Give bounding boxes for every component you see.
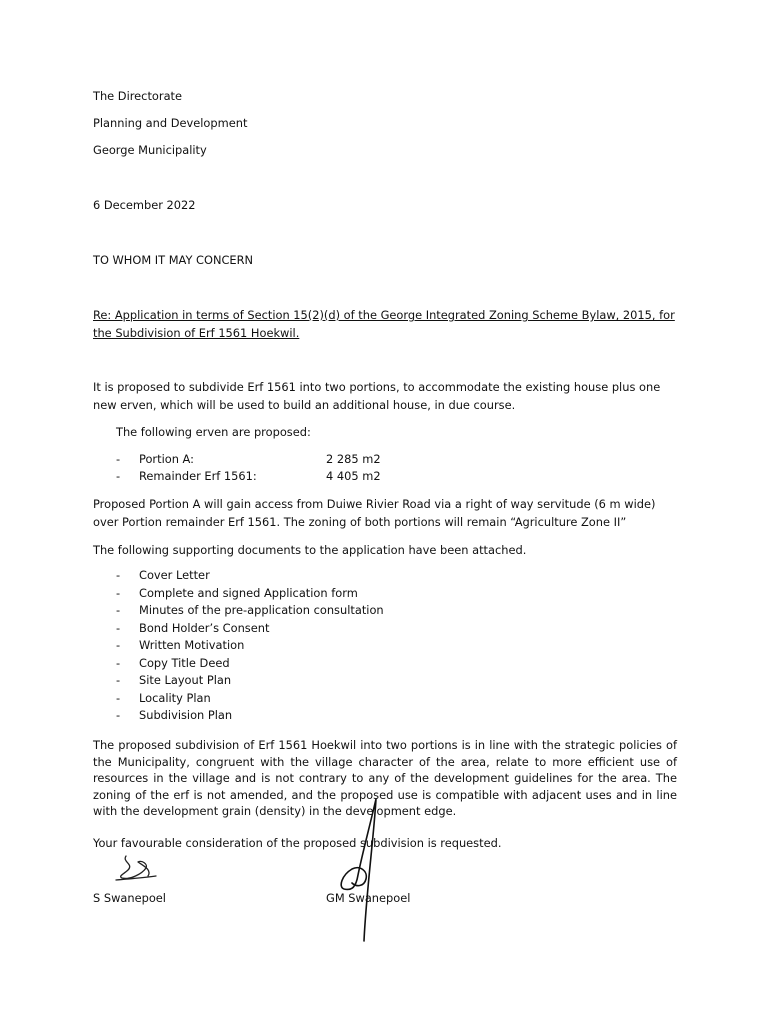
signature-gm-swanepoel [330,795,400,945]
documents-heading: The following supporting documents to the application have been attached. [93,543,527,557]
letter-date: 6 December 2022 [93,198,196,212]
signature-s-swanepoel [112,852,162,884]
erf-area: 2 285 m2 [326,452,381,466]
list-dash: - [116,621,121,635]
list-dash: - [116,568,121,582]
erf-area: 4 405 m2 [326,469,381,483]
signatory-name: GM Swanepoel [326,891,411,905]
list-dash: - [116,673,121,687]
signatory-name: S Swanepoel [93,891,166,905]
subject-line-2: the Subdivision of Erf 1561 Hoekwil. [93,326,300,340]
list-dash: - [116,603,121,617]
closing-line: Your favourable consideration of the proposed subdivision is requested. [93,836,502,850]
list-item: Site Layout Plan [139,673,232,687]
salutation: TO WHOM IT MAY CONCERN [93,253,254,267]
erf-name: Portion A: [139,452,194,466]
policy-paragraph: The proposed subdivision of Erf 1561 Hoekwil into two portions is in line with the strategic policies of the Municipality, congruent with the village character of the area, relate to more efficient use of resources in the village and is not contrary to any of the development guidelines for the area. The zoning of the erf is not amended, and the proposed use is compatible with adjacent uses and in line with the development grain (density) in the development edge. [93,738,677,818]
recipient-line-1: The Directorate [93,89,183,103]
subject-line-1: Re: Application in terms of Section 15(2)(d) of the George Integrated Zoning Scheme Bylaw, 2015, for [93,308,675,322]
recipient-line-2: Planning and Development [93,116,248,130]
list-item: Minutes of the pre-application consultation [139,603,384,617]
list-dash: - [116,586,121,600]
list-dash: - [116,691,121,705]
list-dash: - [116,656,121,670]
intro-paragraph: It is proposed to subdivide Erf 1561 into two portions, to accommodate the existing house plus one new erven, which will be used to build an additional house, in due course. [93,380,661,412]
list-item: Cover Letter [139,568,210,582]
list-dash: - [116,708,121,722]
erven-heading: The following erven are proposed: [116,425,311,439]
list-item: Written Motivation [139,638,245,652]
list-item: Bond Holder’s Consent [139,621,270,635]
access-paragraph: Proposed Portion A will gain access from Duiwe Rivier Road via a right of way servitude (6 m wide) over Portion remainder Erf 1561. The zoning of both portions will remain “Agriculture Zone II” [93,497,656,529]
erf-name: Remainder Erf 1561: [139,469,257,483]
list-item: Locality Plan [139,691,211,705]
list-item: Subdivision Plan [139,708,233,722]
recipient-line-3: George Municipality [93,143,207,157]
list-dash: - [116,469,121,483]
list-item: Complete and signed Application form [139,586,358,600]
list-dash: - [116,638,121,652]
list-dash: - [116,452,121,466]
list-item: Copy Title Deed [139,656,230,670]
